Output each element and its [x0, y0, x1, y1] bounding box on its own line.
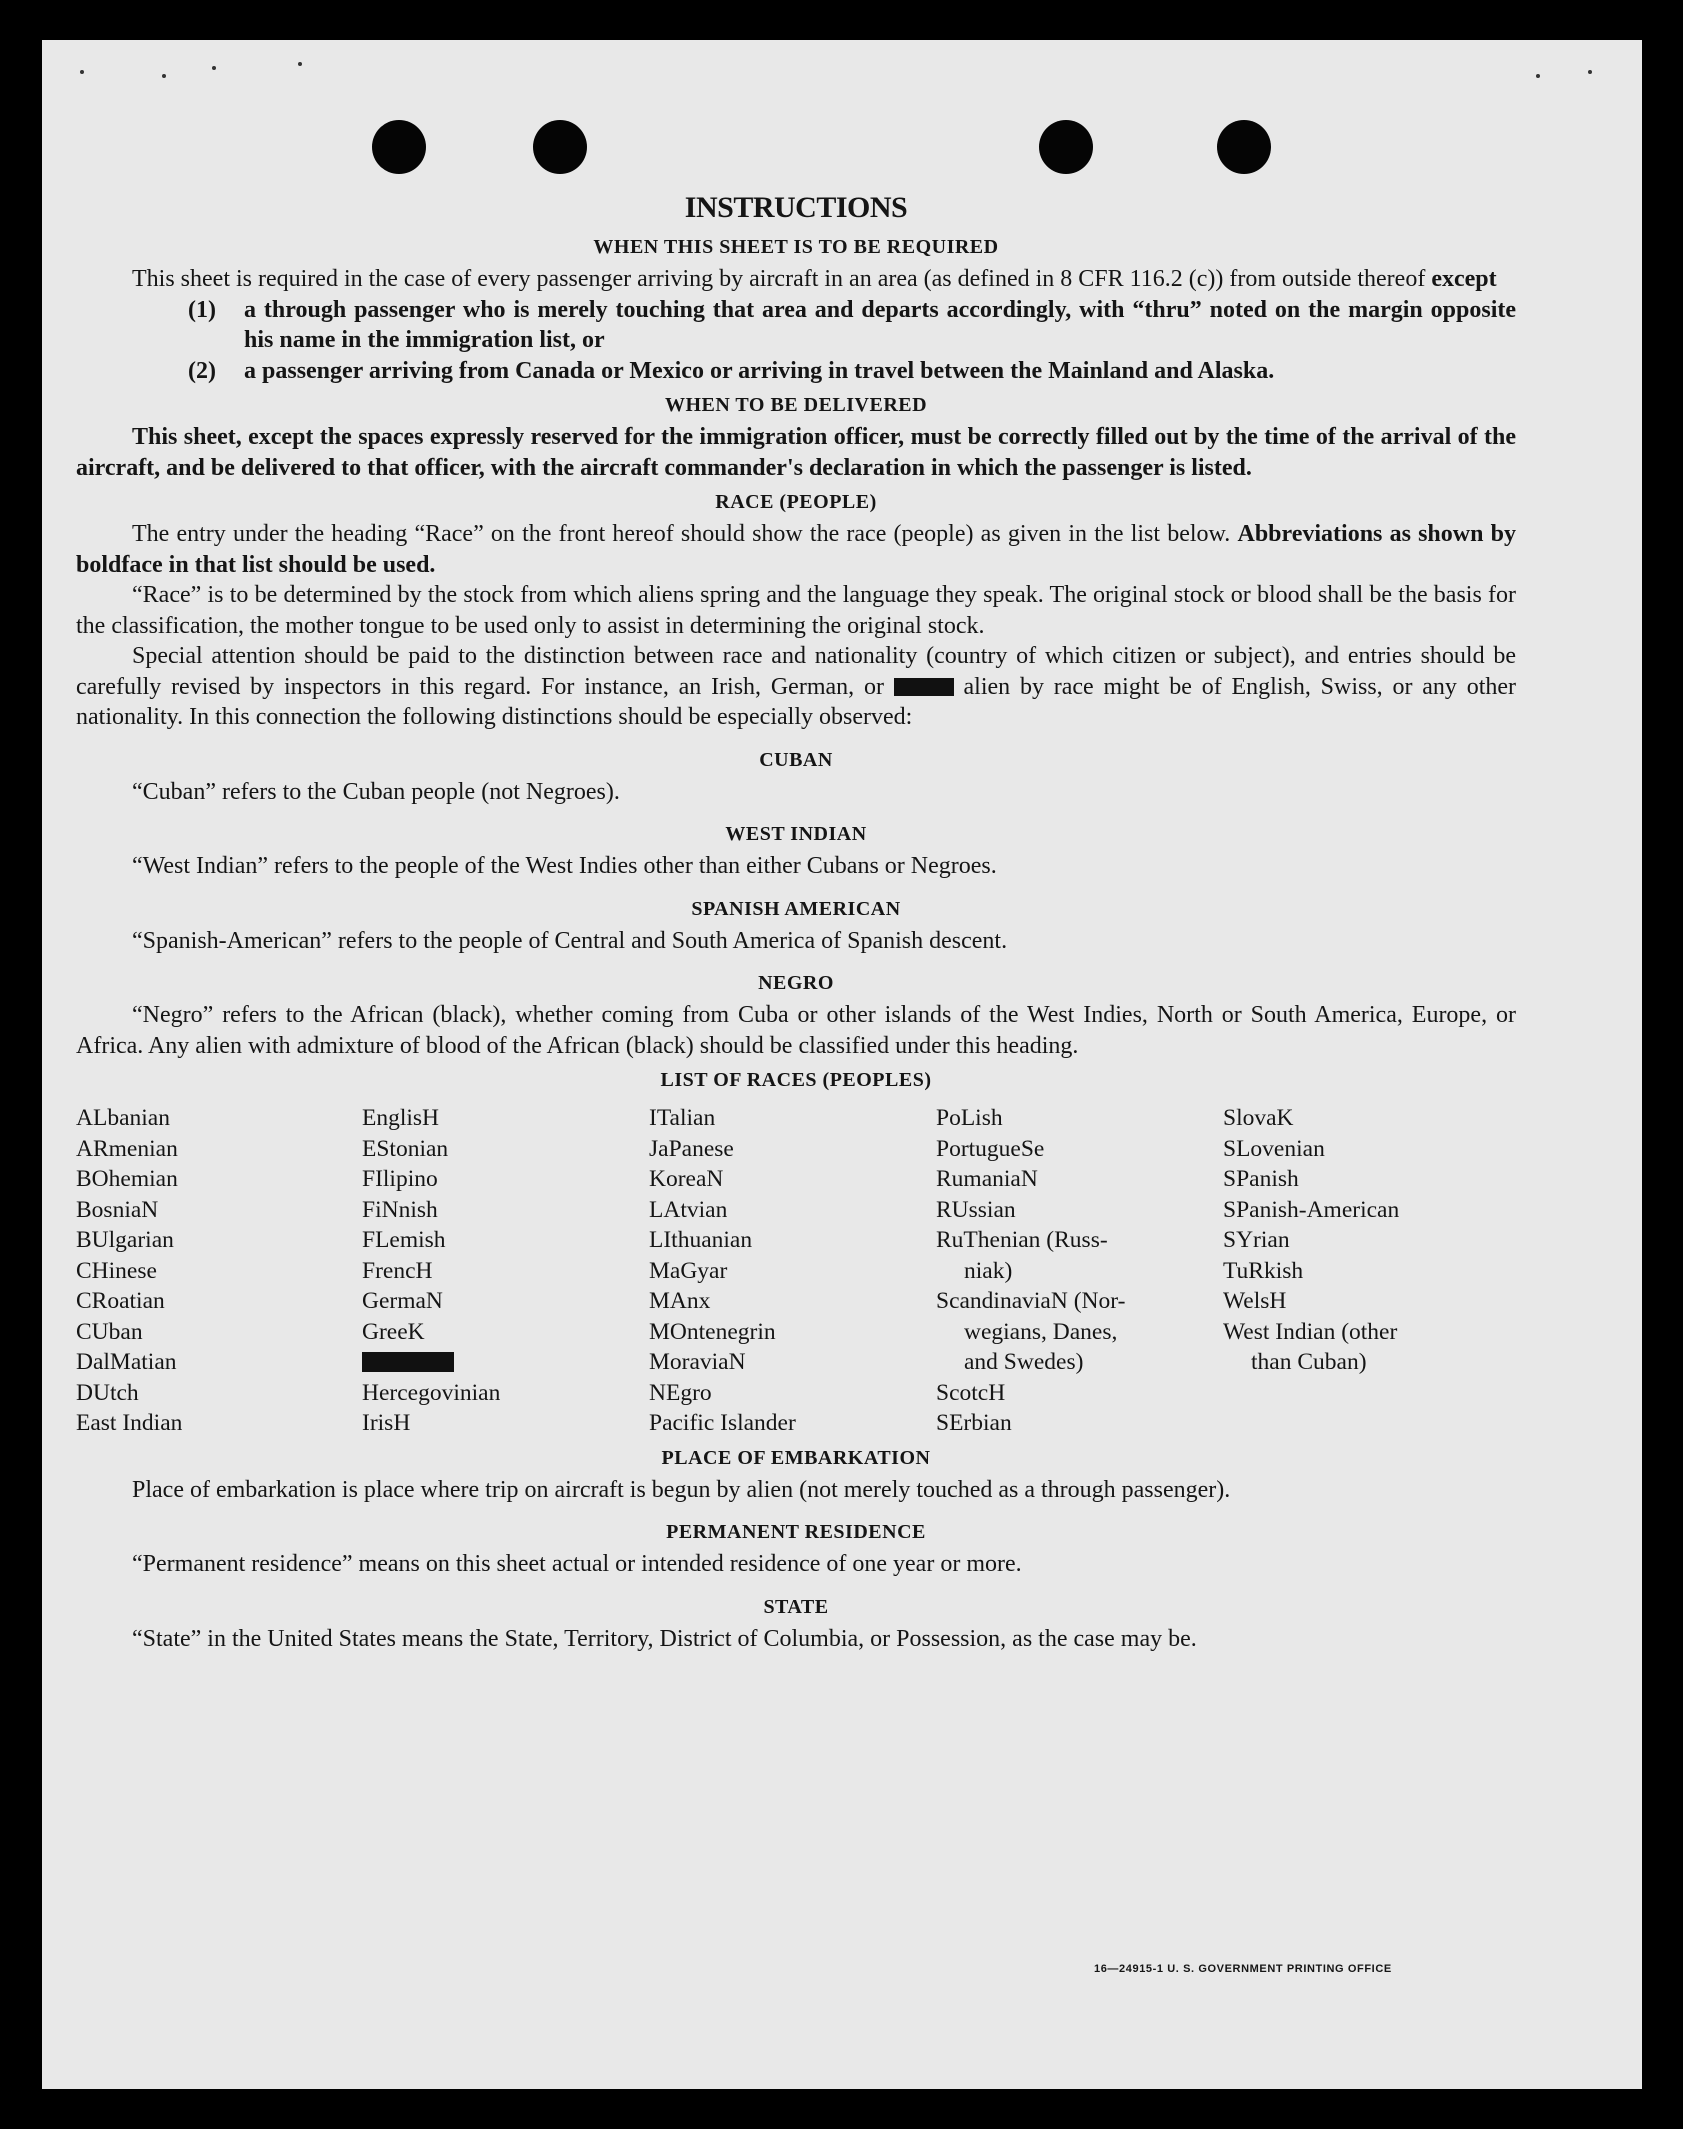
speck — [1536, 74, 1540, 78]
race-item: MaGyar — [649, 1257, 728, 1284]
race-item: BosniaN — [76, 1196, 159, 1223]
item-number: (2) — [188, 357, 216, 384]
race-item: RuThenian (Russ- — [936, 1227, 1108, 1253]
paragraph: “Cuban” refers to the Cuban people (not Negroes). — [132, 778, 620, 805]
race-item: DalMatian — [76, 1349, 177, 1375]
race-item: PortugueSe — [936, 1135, 1045, 1162]
document-sheet — [42, 40, 1642, 2089]
race-item: West Indian (other — [1223, 1318, 1398, 1345]
section-heading: PERMANENT RESIDENCE — [666, 1521, 926, 1543]
section-heading: WHEN THIS SHEET IS TO BE REQUIRED — [593, 236, 999, 258]
race-item: ScandinaviaN (Nor- — [936, 1288, 1126, 1314]
punch-hole — [372, 120, 426, 174]
race-item: ITalian — [649, 1105, 716, 1131]
punch-hole — [533, 120, 587, 174]
paragraph-text: The entry under the heading “Race” on the front hereof should show the race (people) as given in the list below. — [132, 521, 1238, 547]
paragraph: “Negro” refers to the African (black), whether coming from Cuba or other islands of the West Indies, North or South America, Europe, or Africa. Any alien with admixture of blood of the African (black) should be classified under this heading. — [76, 1002, 1516, 1059]
list-item — [188, 295, 1516, 356]
section-heading: LIST OF RACES (PEOPLES) — [660, 1069, 932, 1091]
instructions-content — [76, 188, 1516, 1654]
race-item: SLovenian — [1223, 1135, 1325, 1162]
race-item: WelsH — [1223, 1288, 1287, 1314]
race-item: SErbian — [936, 1410, 1012, 1436]
race-item: FLemish — [362, 1227, 446, 1253]
race-item: DUtch — [76, 1379, 139, 1406]
speck — [80, 70, 84, 74]
race-item: RUssian — [936, 1196, 1016, 1223]
item-number: (1) — [188, 296, 216, 323]
race-item: Hercegovinian — [362, 1379, 501, 1406]
race-item: FrencH — [362, 1257, 433, 1284]
section-heading: NEGRO — [758, 972, 834, 994]
paragraph: Place of embarkation is place where trip on aircraft is begun by alien (not merely touched as a through passenger). — [132, 1476, 1231, 1503]
race-item: CUban — [76, 1318, 143, 1345]
race-item: KoreaN — [649, 1166, 724, 1192]
section-heading: WEST INDIAN — [725, 823, 867, 845]
race-item: CRoatian — [76, 1288, 165, 1314]
race-item: GreeK — [362, 1318, 425, 1345]
race-item: SPanish — [1223, 1166, 1299, 1192]
race-column — [649, 1103, 936, 1439]
race-item: JaPanese — [649, 1135, 734, 1162]
race-item: LAtvian — [649, 1196, 728, 1223]
redaction-mark — [362, 1352, 454, 1372]
race-item: RumaniaN — [936, 1166, 1038, 1192]
paragraph-text: Special attention should be paid to the distinction between race and nationality (country of which citizen or subject), and entries should be carefully revised by inspectors in this regard. For instance, an Irish, German, or — [76, 643, 1516, 700]
race-item: ARmenian — [76, 1135, 178, 1162]
race-item: NEgro — [649, 1379, 712, 1406]
race-item: CHinese — [76, 1257, 157, 1284]
page-title: INSTRUCTIONS — [684, 191, 908, 224]
paragraph-text: alien by race might be of English, Swiss, or any other nationality. In this connection the following distinctions should be especially observed: — [76, 673, 1517, 730]
race-item: MAnx — [649, 1288, 711, 1314]
race-item: SYrian — [1223, 1227, 1290, 1253]
printer-imprint: 16—24915-1 U. S. GOVERNMENT PRINTING OFFICE — [1094, 1963, 1392, 1975]
race-column — [362, 1103, 649, 1439]
race-item: LIthuanian — [649, 1227, 753, 1253]
paragraph: This sheet, except the spaces expressly reserved for the immigration officer, must be correctly filled out by the time of the arrival of the aircraft, and be delivered to that officer, with the aircraft commander's declaration in which the passenger is listed. — [76, 424, 1516, 481]
speck — [162, 74, 166, 78]
paragraph — [76, 519, 1516, 580]
paragraph — [76, 641, 1516, 733]
paragraph: “Spanish-American” refers to the people of Central and South America of Spanish descent. — [132, 927, 1008, 954]
race-item: MOntenegrin — [649, 1318, 776, 1345]
race-item: niak) — [964, 1257, 1013, 1284]
race-item: than Cuban) — [1251, 1349, 1367, 1375]
race-item: IrisH — [362, 1410, 411, 1436]
race-list — [76, 1103, 1516, 1439]
section-heading: WHEN TO BE DELIVERED — [664, 394, 928, 416]
paragraph — [76, 264, 1516, 295]
section-heading: PLACE OF EMBARKATION — [661, 1446, 931, 1469]
race-item: ALbanian — [76, 1105, 170, 1131]
item-text: a through passenger who is merely touching that area and departs accordingly, with “thru” noted on the margin opposite his name in the immigration list, or — [244, 296, 1516, 353]
section-heading: RACE (PEOPLE) — [715, 491, 877, 513]
paragraph: “West Indian” refers to the people of the West Indies other than either Cubans or Negroes. — [132, 853, 997, 879]
section-heading: STATE — [763, 1595, 829, 1618]
race-item: MoraviaN — [649, 1349, 746, 1375]
race-column — [936, 1103, 1223, 1439]
race-item: PoLish — [936, 1105, 1003, 1131]
race-item: BUlgarian — [76, 1227, 174, 1253]
race-column — [76, 1103, 362, 1439]
race-item: SPanish-American — [1223, 1196, 1400, 1223]
paragraph-text: This sheet is required in the case of every passenger arriving by aircraft in an area (as defined in 8 CFR 116.2 (c)) from outside thereof — [132, 266, 1432, 292]
speck — [298, 62, 302, 66]
punch-hole — [1039, 120, 1093, 174]
race-item: EStonian — [362, 1135, 449, 1162]
race-item: FIlipino — [362, 1166, 438, 1192]
race-item: GermaN — [362, 1288, 443, 1314]
paragraph: “Race” is to be determined by the stock from which aliens spring and the language they speak. The original stock or blood shall be the basis for the classification, the mother tongue to be used only to assist in determining the original stock. — [76, 582, 1516, 639]
race-item: SlovaK — [1223, 1105, 1294, 1131]
race-item: EnglisH — [362, 1105, 440, 1131]
speck — [1588, 70, 1592, 74]
race-item-redacted — [362, 1347, 649, 1378]
section-heading: CUBAN — [759, 748, 833, 771]
punch-hole — [1217, 120, 1271, 174]
item-text: a passenger arriving from Canada or Mexico or arriving in travel between the Mainland and Alaska. — [244, 357, 1275, 384]
race-item: East Indian — [76, 1410, 183, 1436]
race-item: ScotcH — [936, 1379, 1006, 1406]
race-item: and Swedes) — [964, 1349, 1084, 1375]
section-heading: SPANISH AMERICAN — [691, 897, 901, 920]
except-label: except — [1431, 266, 1497, 292]
race-item: wegians, Danes, — [964, 1318, 1118, 1345]
race-item: Pacific Islander — [649, 1410, 796, 1436]
race-item: TuRkish — [1223, 1257, 1304, 1284]
speck — [212, 66, 216, 70]
race-column — [1223, 1103, 1516, 1439]
paragraph: “State” in the United States means the State, Territory, District of Columbia, or Possession, as the case may be. — [132, 1625, 1197, 1652]
race-item: FiNnish — [362, 1196, 438, 1223]
race-item: BOhemian — [76, 1166, 178, 1192]
redaction-mark — [894, 678, 954, 696]
paragraph-text: Abbreviations as shown by boldface in that list should be used. — [76, 521, 1516, 578]
list-item — [188, 356, 1516, 387]
paragraph: “Permanent residence” means on this sheet actual or intended residence of one year or more. — [132, 1551, 1022, 1577]
